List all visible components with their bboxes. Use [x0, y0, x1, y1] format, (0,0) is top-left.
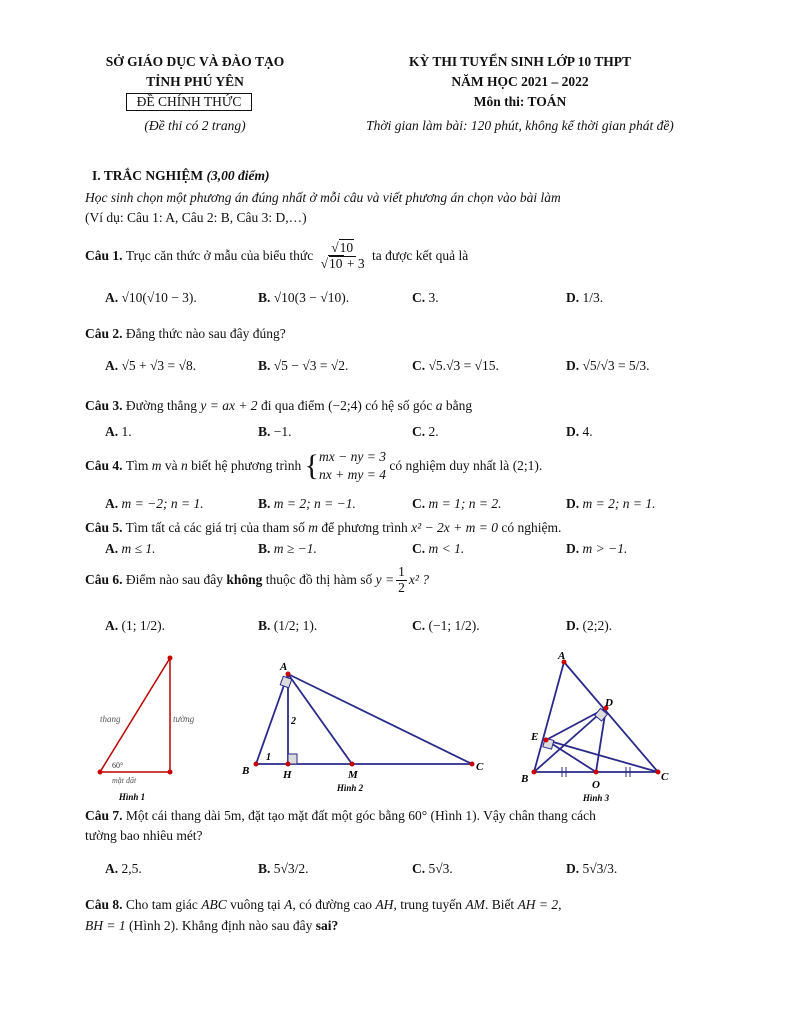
q1-text: Trục căn thức ở mẫu của biểu thức — [125, 248, 314, 263]
q3-option-a[interactable]: A. 1. — [105, 424, 132, 439]
q7-option-d[interactable]: D. 5√3/3. — [566, 861, 618, 876]
side-ac — [564, 662, 658, 772]
question-1 — [85, 236, 468, 276]
q4-and: và — [164, 458, 178, 473]
section-title: I. TRẮC NGHIỆM — [92, 168, 204, 183]
q4-system — [319, 448, 386, 484]
q1-option-a[interactable]: A. √10(√10 − 3). — [105, 290, 197, 305]
q8-text-b: vuông tại — [230, 897, 281, 912]
q2-options — [0, 354, 792, 380]
figure-3 — [534, 662, 658, 777]
q5-option-b[interactable]: B. m ≥ −1. — [258, 541, 317, 556]
ladder-label: thang — [100, 714, 121, 724]
q2-option-a[interactable]: A. √5 + √3 = √8. — [105, 358, 197, 373]
q8-given: AH = 2, — [517, 897, 562, 912]
q5-text-a: Tìm tất cả các giá trị của tham số — [125, 520, 305, 535]
q5-option-d[interactable]: D. m > −1. — [566, 541, 628, 556]
q4-option-b[interactable]: B. m = 2; n = −1. — [258, 496, 356, 511]
fig3-label-b: B — [521, 773, 529, 785]
side-ab — [534, 662, 564, 772]
q4-option-a[interactable]: A. m = −2; n = 1. — [105, 496, 204, 511]
section-instruction: Học sinh chọn một phương án đúng nhất ở mỗi câu và viết phương án chọn vào bài làm — [85, 190, 561, 205]
q5-option-c[interactable]: C. m < 1. — [412, 541, 465, 556]
ground-label: mặt đất — [112, 776, 137, 785]
q3-option-c[interactable]: C. 2. — [412, 424, 439, 439]
q8-line2 — [85, 918, 338, 934]
q6-option-b[interactable]: B. (1/2; 1). — [258, 618, 318, 633]
q6-tail: x² ? — [408, 572, 430, 587]
q3-option-d[interactable]: D. 4. — [566, 424, 593, 439]
q4-sol: (2;1). — [512, 458, 543, 473]
q4-option-c[interactable]: C. m = 1; n = 2. — [412, 496, 502, 511]
q8-label: Câu 8. — [85, 897, 123, 912]
question-7 — [85, 808, 596, 824]
q1-tail: ta được kết quả là — [372, 248, 469, 263]
q6-text-a: Điểm nào sau đây — [125, 572, 223, 587]
q1-option-b[interactable]: B. √10(3 − √10). — [258, 290, 350, 305]
q3-options — [0, 424, 792, 444]
page-count: (Đề thi có 2 trang) — [144, 118, 246, 133]
q8-text-f: (Hình 2). Khẳng định nào sau đây — [128, 918, 313, 933]
median-am — [288, 674, 352, 764]
q3-text-d: bằng — [445, 398, 473, 413]
q8-am: AM — [465, 897, 485, 912]
q2-option-d[interactable]: D. √5/√3 = 5/3. — [566, 358, 650, 373]
q6-text-b: thuộc đồ thị hàm số — [265, 572, 373, 587]
q7-line1: Một cái thang dài 5m, đặt tạo mặt đất một góc bằng 60° (Hình 1). Vậy chân thang cách — [125, 808, 596, 823]
official-stamp: ĐỀ CHÍNH THỨC — [126, 93, 252, 111]
q1-expression: $\frac{√10}{√10 + 3}$ — [320, 239, 365, 271]
q6-func: y = — [375, 572, 395, 587]
q8-text-c: , có đường cao — [292, 897, 373, 912]
q7-option-a[interactable]: A. 2,5. — [105, 861, 142, 876]
q3-var: a — [435, 398, 443, 413]
q6-label: Câu 6. — [85, 572, 123, 587]
q5-label: Câu 5. — [85, 520, 123, 535]
figure-2-labels — [241, 661, 484, 793]
q7-options — [0, 852, 792, 886]
side-ac — [288, 674, 472, 764]
q3-option-b[interactable]: B. −1. — [258, 424, 292, 439]
fig3-caption: Hình 3 — [582, 793, 610, 803]
q5-text-b: để phương trình — [321, 520, 408, 535]
side-ab — [256, 674, 288, 764]
q8-ah: AH — [375, 897, 394, 912]
question-5 — [85, 520, 561, 536]
fig3-label-d: D — [605, 697, 613, 709]
q8-a: A — [284, 897, 293, 912]
q6-option-d[interactable]: D. (2;2). — [566, 618, 613, 633]
exam-title: KỲ THI TUYỂN SINH LỚP 10 THPT — [408, 54, 632, 69]
q6-fraction: $\frac{1}{2}$ — [398, 563, 405, 595]
q3-text-c: có hệ số góc — [365, 398, 433, 413]
fig2-label-b: B — [242, 765, 250, 777]
q5-m: m — [308, 520, 318, 535]
q4-label: Câu 4. — [85, 458, 123, 473]
fig3-label-e: E — [531, 731, 539, 743]
q2-label: Câu 2. — [85, 326, 123, 341]
question-3 — [85, 398, 472, 414]
figure-3-labels — [520, 650, 669, 803]
q2-option-c[interactable]: C. √5.√3 = √15. — [412, 358, 499, 373]
q5-eq: x² − 2x + m = 0 — [411, 520, 499, 535]
q8-abc: ABC — [201, 897, 227, 912]
q4-options — [0, 496, 792, 516]
fig3-label-a: A — [558, 650, 566, 662]
duration: Thời gian làm bài: 120 phút, không kể thời gian phát đề) — [366, 118, 674, 133]
q1-label: Câu 1. — [85, 248, 123, 263]
figure-1 — [98, 656, 195, 803]
question-2 — [85, 326, 286, 342]
q2-option-b[interactable]: B. √5 − √3 = √2. — [258, 358, 349, 373]
angle-label: 60° — [112, 761, 124, 770]
q8-text-e: . Biết — [484, 897, 515, 912]
q4-eq1: mx − ny = 3 — [319, 448, 386, 464]
q4-text-b: biết hệ phương trình — [191, 458, 302, 473]
fig2-caption: Hình 2 — [336, 783, 364, 793]
q7-option-c[interactable]: C. 5√3. — [412, 861, 453, 876]
q4-text-c: có nghiệm duy nhất là — [389, 458, 510, 473]
fig2-label-a: A — [280, 661, 288, 673]
q7-option-b[interactable]: B. 5√3/2. — [258, 861, 309, 876]
q7-line2: tường bao nhiêu mét? — [85, 828, 203, 843]
q5-text-c: có nghiệm. — [501, 520, 562, 535]
system-brace: { — [304, 449, 319, 482]
section-heading — [92, 168, 270, 184]
q4-text-a: Tìm — [125, 458, 149, 473]
fig1-point — [98, 770, 103, 775]
figure-2 — [256, 674, 472, 764]
q1-option-c[interactable]: C. 3. — [412, 290, 439, 305]
fig1-point — [168, 656, 173, 661]
q2-text: Đẳng thức nào sau đây đúng? — [125, 326, 286, 341]
q8-false-word: sai? — [315, 918, 339, 933]
wall-label: tường — [173, 714, 195, 724]
fig3-label-o: O — [592, 779, 600, 791]
q8-text-a: Cho tam giác — [125, 897, 198, 912]
school-year: NĂM HỌC 2021 – 2022 — [451, 74, 589, 89]
fig2-label-m: M — [348, 769, 358, 781]
q3-text-b: đi qua điểm — [260, 398, 325, 413]
q6-bold: không — [226, 572, 263, 587]
q1-options — [0, 286, 792, 312]
question-4 — [85, 446, 542, 486]
section-example: (Ví dụ: Câu 1: A, Câu 2: B, Câu 3: D,…) — [85, 210, 307, 225]
q7-label: Câu 7. — [85, 808, 123, 823]
section-points: (3,00 điểm) — [206, 168, 270, 183]
q1-option-d[interactable]: D. 1/3. — [566, 290, 604, 305]
q5-options — [0, 541, 792, 561]
altitude-ce — [546, 740, 658, 772]
question-8 — [85, 897, 562, 913]
q4-m: m — [151, 458, 162, 473]
q3-text-a: Đường thẳng — [125, 398, 197, 413]
question-6 — [85, 560, 429, 600]
q6-option-a[interactable]: A. (1; 1/2). — [105, 618, 165, 633]
fig1-caption: Hình 1 — [118, 792, 146, 802]
q4-n: n — [181, 458, 188, 473]
q6-options — [0, 612, 792, 642]
fig2-ah-length: 2 — [291, 716, 296, 727]
fig1-point — [168, 770, 173, 775]
province-name: TỈNH PHÚ YÊN — [146, 74, 244, 89]
q3-point: (−2;4) — [328, 398, 362, 413]
fig3-label-c: C — [661, 771, 669, 783]
q4-eq2: nx + my = 4 — [319, 467, 386, 482]
fig2-label-h: H — [283, 769, 292, 781]
q5-option-a[interactable]: A. m ≤ 1. — [105, 541, 156, 556]
q6-option-c[interactable]: C. (−1; 1/2). — [412, 618, 480, 633]
figures-panel — [80, 648, 720, 806]
subject: Môn thi: TOÁN — [473, 94, 567, 109]
fig2-label-c: C — [476, 761, 484, 773]
department-name: SỞ GIÁO DỤC VÀ ĐÀO TẠO — [105, 54, 285, 69]
q3-expr: y = ax + 2 — [200, 398, 258, 413]
q8-text-d: , trung tuyến — [393, 897, 463, 912]
fig2-bh-length: 1 — [266, 752, 271, 763]
q4-option-d[interactable]: D. m = 2; n = 1. — [566, 496, 656, 511]
q3-label: Câu 3. — [85, 398, 123, 413]
segment-eo — [546, 740, 596, 772]
q8-bh: BH = 1 — [85, 918, 126, 933]
